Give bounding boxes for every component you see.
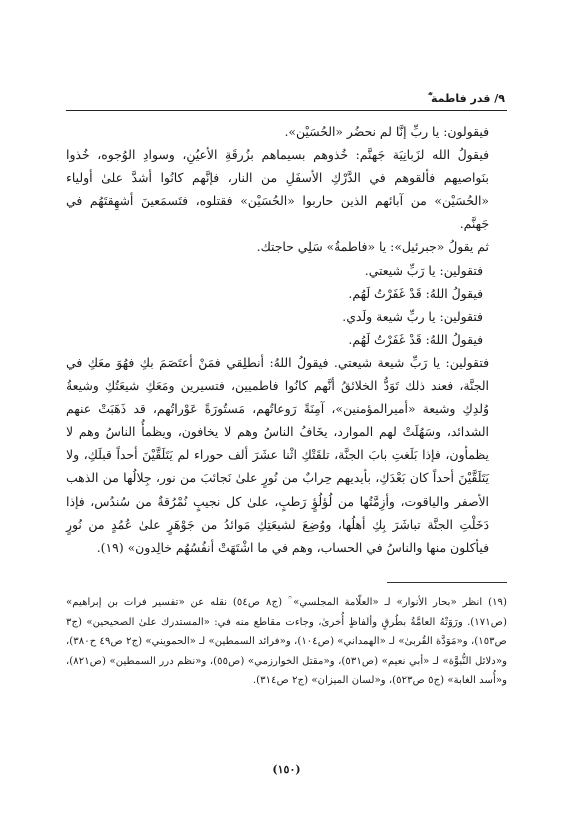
paragraph-4: فتقولين: يا رَبِّ شيعتي. (364, 262, 483, 278)
running-head (66, 91, 507, 111)
footnote-separator (387, 582, 507, 583)
paragraph-5: فيقولُ اللهُ: قَدْ غَفَرْتُ لَهُم. (348, 285, 483, 301)
footnote-19: (١٩) انظر «بحار الأنوار» لـ «العلّامة المجلسي» ؒ (ج٨ ص٥٤) نقله عن «تفسير فرات بن إبراهيم» (ص١٧١). ورَوَتْهُ العامَّةُ بطُرقٍ وألفاظٍ أُخرىٰ، وجاءت مقاطع منه في: «المستدرك علىٰ الصحيحين» (ج٣ ص١٥٣)، و«مَوَدَّة القُربىٰ» لـ «الهمداني» (ص١٠٤)، و«فرائد السمطين» لـ «الحمويني» (ج٢ ص٤٩ ح٣٨٠)، و«دلائل النُّبوَّة» لـ «أبي نعيم» (ص٥٣١)، و«مقتل الخوارزمي» (ص٥٥)، و«نظم درر السمطين» (ص٨٢١)، و«أُسد الغابة» (ج٥ ص٥٢٣)، و«لسان الميزان» (ج٢ ص٣١٤). (66, 597, 507, 687)
paragraph-8: فتقولين: يا رَبِّ شيعة شيعتي. فيقولُ اللهُ: أنطلِقي فمَنْ أعتَصَمَ بكِ فهُوَ معَكِ في الجنَّة، فعند ذلك تَوَدُّ الخلائقُ أنَّهم كانُوا فاطميين، فتسيرين ومَعَكِ شيعَتُكِ وشيعةُ وُلدِكِ وشيعة «أميرالمؤمنين»، آمِنَةً رَوعاتُهم، مَستُورَةً عَوْراتُهم، قد ذَهَبَتْ عنهم الشدائد، وسَهُلَتْ لهم الموارد، يخَافُ الناسُ وهم لا يخافون، ويظمأُ الناسُ وهم لا يظمأون، فإذا بَلَغتِ بابَ الجنَّة، تلقَتْكِ اثْنا عشَرَ ألف حوراء لم يَتَلَقَّيْنَ أحداً قبلَكِ، ولا يَتَلَقَّيْنَ أحداً كان بَعْدَكِ، بأيديهم حِرابٌ من نُورٍ علىٰ نَجائبَ من نور، جِلالُها من الذهب الأصفر والياقوت، وأزِمَّتُها من لُؤلُؤٍ رَطبٍ، علىٰ كل نجيبٍ نُمْرُقةٌ من سُندُس، فإذا دَخَلْتِ الجنَّة تباشَرَ بِكِ أهلُها، ووُضِعَ لشيعَتِكِ مَوائدُ من جَوْهَرٍ علىٰ عُمُدٍ من نُورٍ فيأكلون منها والناسُ في الحساب، وهم في ما اشْتَهَتْ أنفُسُهُم خالِدون» (١٩). (66, 354, 489, 555)
paragraph-2: فيقولُ الله لزَبانِيَة جَهنَّم: خُذوهم بسيماهم بزُرقَةِ الأعيُنِ، وسوادِ الوُجوه، خُذوا بنَواصيهم فألقوهم في الدَّرْكِ الأسفَلِ من النار، فإنَّهم كانُوا أشدَّ علىٰ أولياء «الحُسَيْن» من آبائهم الذين حاربوا «الحُسَيْن» فقتلوه، فتَسمَعينَ أشهِقتَهُم في جَهنَّم. (66, 147, 489, 232)
footnotes (66, 593, 507, 691)
header-rule (66, 110, 507, 111)
main-text (66, 120, 507, 559)
running-head-title: ٩/ قدر فاطمة ؓ (428, 92, 505, 105)
paragraph-1: فيقولون: يا ربِّ إنَّا لم نحضُر «الحُسَيْن». (284, 124, 489, 139)
paragraph-7: فيقولُ اللهُ: قَدْ غَفَرْتُ لَهُم. (348, 331, 483, 347)
page-number: (١٥٠) (272, 763, 301, 776)
paragraph-3: ثم يقولُ «جبرئيل»: يا «فاطمةُ» سَلِي حاجتك. (256, 239, 489, 255)
paragraph-6: فتقولين: يا ربِّ شيعة ولَدي. (342, 308, 483, 324)
